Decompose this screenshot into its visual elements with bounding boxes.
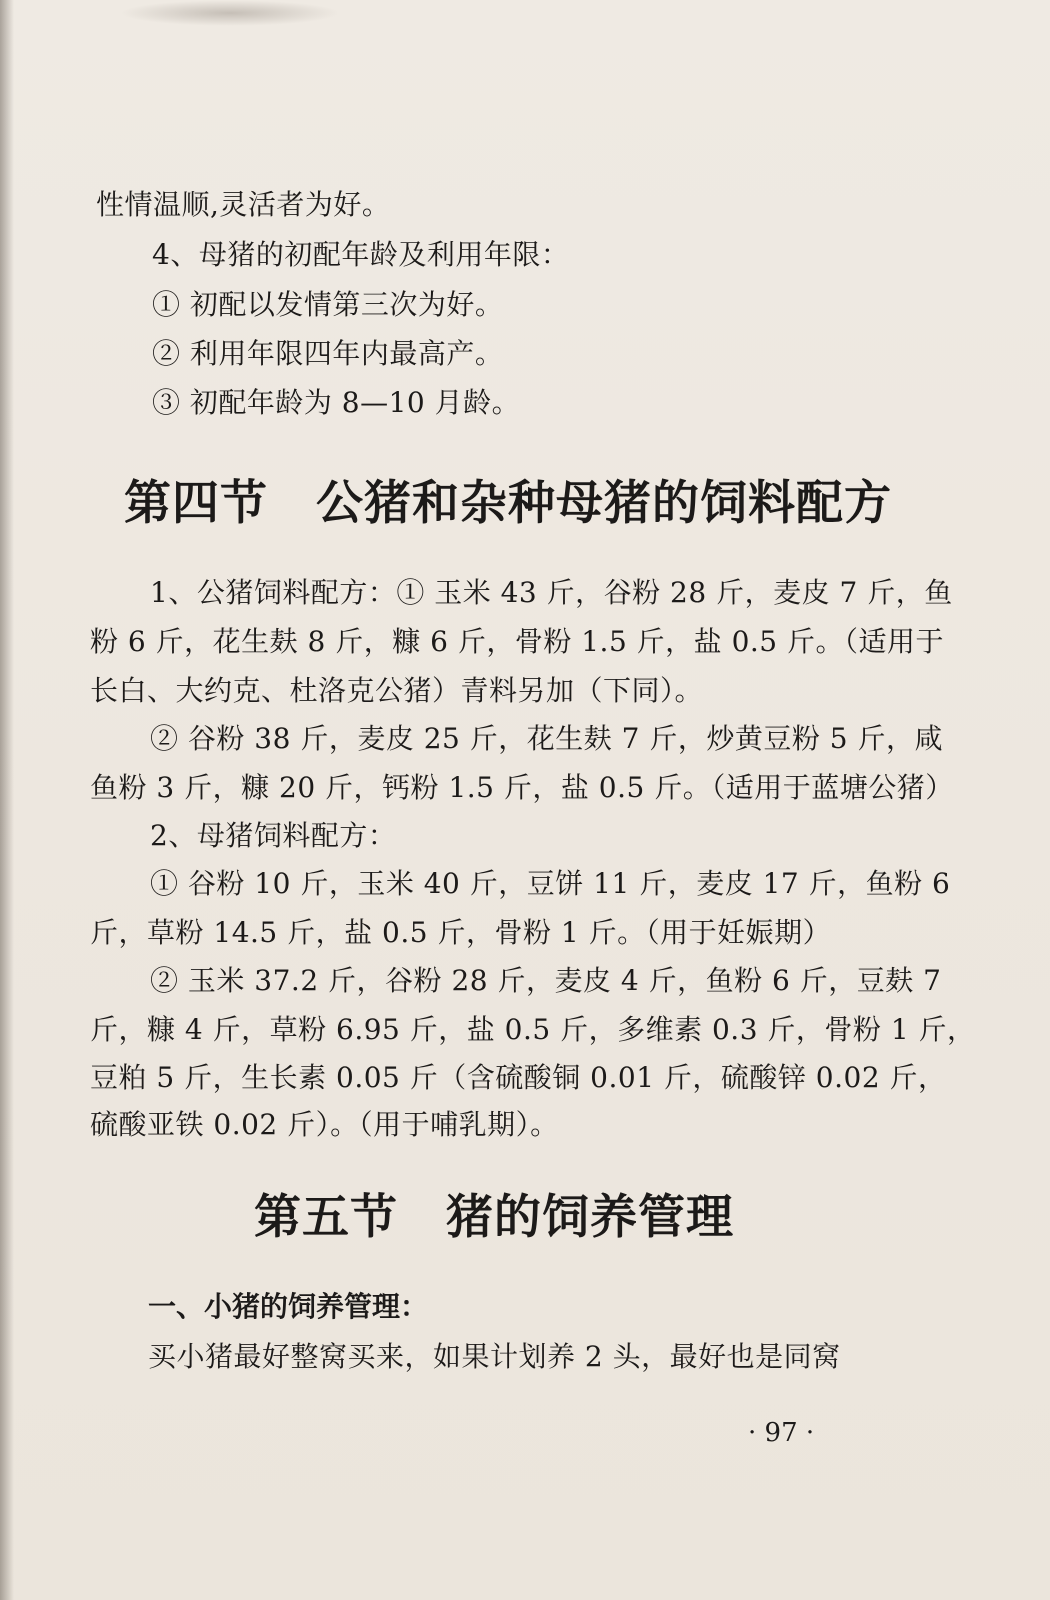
spine-shadow [0,0,14,1600]
text-line: ① 谷粉 10 斤，玉米 40 斤，豆饼 11 斤，麦皮 17 斤，鱼粉 6 [150,867,951,900]
text-line: 斤，糠 4 斤，草粉 6.95 斤，盐 0.5 斤，多维素 0.3 斤，骨粉 1 斤， [90,1013,976,1046]
text-line: 1、公猪饲料配方：① 玉米 43 斤，谷粉 28 斤，麦皮 7 斤，鱼 [150,576,953,609]
text-line: 性情温顺,灵活者为好。 [96,188,391,221]
text-line: 4、母猪的初配年龄及利用年限： [152,238,570,271]
subsection-heading: 一、小猪的饲养管理： [148,1290,429,1323]
smudge-mark [120,0,340,26]
text-line: 鱼粉 3 斤，糠 20 斤，钙粉 1.5 斤，盐 0.5 斤。（适用于蓝塘公猪） [90,771,954,804]
text-line: 硫酸亚铁 0.02 斤）。（用于哺乳期）。 [90,1108,559,1141]
page-number: · 97 · [748,1418,815,1448]
text-line: 长白、大约克、杜洛克公猪）青料另加（下同）。 [90,674,704,707]
text-line: 买小猪最好整窝买来，如果计划养 2 头，最好也是同窝 [148,1340,841,1373]
list-item: ③ 初配年龄为 8—10 月龄。 [152,386,521,419]
list-item: ② 利用年限四年内最高产。 [152,337,504,370]
text-line: 粉 6 斤，花生麸 8 斤，糠 6 斤，骨粉 1.5 斤，盐 0.5 斤。（适用于 [90,625,945,658]
text-line: 豆粕 5 斤，生长素 0.05 斤（含硫酸铜 0.01 斤，硫酸锌 0.02 斤， [90,1061,947,1094]
list-item: ① 初配以发情第三次为好。 [152,288,504,321]
text-line: 2、母猪饲料配方： [150,819,397,852]
section-heading: 第五节 猪的饲养管理 [254,1190,734,1245]
text-line: ② 谷粉 38 斤，麦皮 25 斤，花生麸 7 斤，炒黄豆粉 5 斤，咸 [150,722,943,755]
section-heading: 第四节 公猪和杂种母猪的饲料配方 [124,476,892,531]
text-line: ② 玉米 37.2 斤，谷粉 28 斤，麦皮 4 斤，鱼粉 6 斤，豆麸 7 [150,964,942,997]
text-line: 斤，草粉 14.5 斤，盐 0.5 斤，骨粉 1 斤。（用于妊娠期） [90,916,832,949]
